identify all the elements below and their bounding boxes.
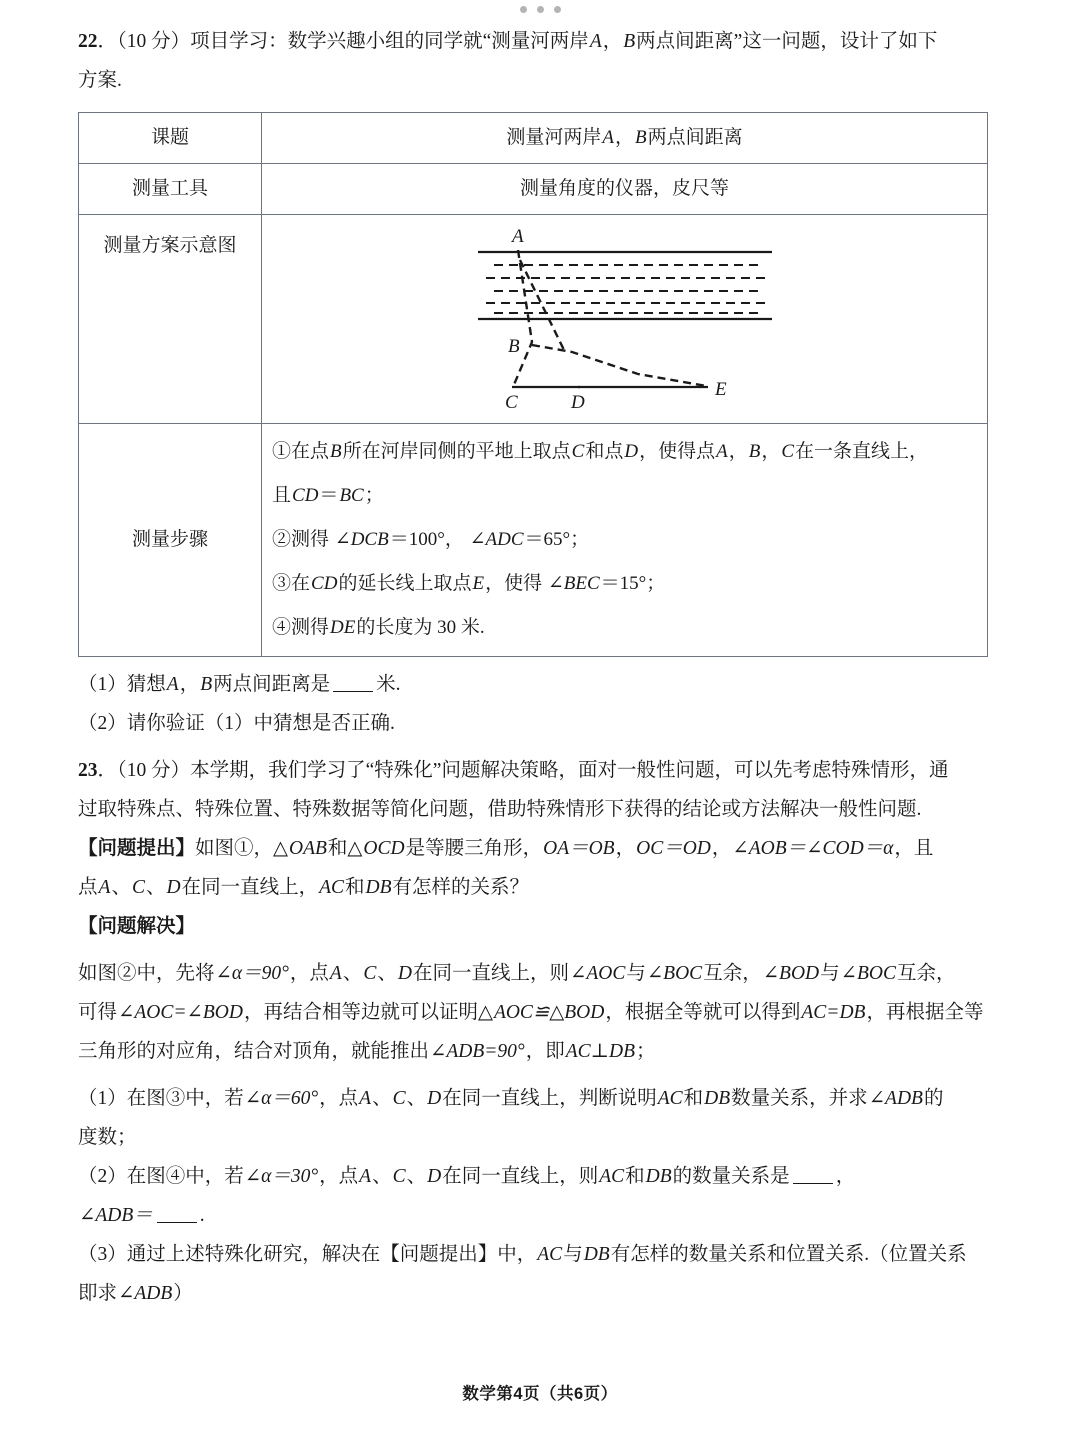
label-E: E	[714, 379, 727, 400]
q23-problem-statement	[78, 829, 998, 868]
body-text: 、	[342, 963, 363, 984]
tiwen-var-A: A	[98, 877, 111, 898]
body-text: 可得	[78, 1002, 118, 1023]
sub2-var-C: C	[392, 1166, 406, 1187]
step-var: B	[748, 441, 761, 462]
step-text: 在点	[291, 441, 330, 462]
tiwen-var-C: C	[131, 877, 145, 898]
sub1-var-B: B	[200, 674, 213, 695]
q23-body-line-1	[78, 954, 998, 993]
sub1-text-a: （1）猜想	[78, 674, 166, 695]
step-text: 测得	[291, 529, 330, 550]
q23-sub-3	[78, 1235, 998, 1274]
sub-text: 、	[406, 1166, 427, 1187]
row-label-topic: 课题	[79, 113, 262, 164]
q22-sub-1	[78, 665, 998, 704]
row-value-tools: 测量角度的仪器，皮尺等	[262, 164, 988, 215]
topic-comma: ，	[614, 127, 634, 148]
body-text: ，点	[289, 963, 329, 984]
body-angle-ADB-90: ∠ADB=90°	[430, 1041, 525, 1062]
river-diagram	[272, 224, 977, 414]
sub-text: 、	[406, 1088, 427, 1109]
step-var: CD	[292, 485, 319, 506]
dot-icon	[520, 6, 527, 13]
step-text: 和点	[585, 441, 624, 462]
body-text: 在同一直线上，则	[412, 963, 569, 984]
sub1-text-c: 米.	[376, 674, 401, 695]
step-var: E	[472, 573, 485, 594]
q23-solution-heading	[78, 907, 998, 946]
tiwen-text: 点	[78, 877, 98, 898]
sub2-angle-ADB: ∠ADB＝	[79, 1205, 153, 1226]
sub2-seg-DB: DB	[645, 1166, 672, 1187]
step-eq: ＝65°	[524, 529, 571, 550]
body-congruence: AOC≌△BOD	[493, 1002, 605, 1023]
body-text: ，即	[525, 1041, 565, 1062]
tiwen-text: 、	[111, 877, 131, 898]
row-value-steps	[262, 424, 988, 657]
sub-text: 即求	[78, 1283, 118, 1304]
sub-text: 和	[683, 1088, 704, 1109]
tiwen-text: ，且	[894, 838, 934, 859]
body-alpha-90: ∠α＝90°	[215, 963, 289, 984]
row-label-steps: 测量步骤	[79, 424, 262, 657]
step-eq: ＝	[319, 485, 339, 506]
tiwen-var-D: D	[166, 877, 181, 898]
step-angle: ∠BEC	[547, 573, 600, 594]
tiwen-text: 在同一直线上，	[181, 877, 319, 898]
problem-proposal-heading: 【问题提出】	[78, 838, 196, 859]
q23-sub-2-cont	[78, 1196, 998, 1235]
point-D-tick	[577, 386, 580, 389]
step-text: 测得	[291, 617, 330, 638]
topic-text-a: 测量河两岸	[506, 127, 602, 148]
sub-text: 与	[563, 1244, 583, 1265]
topic-var-A: A	[602, 127, 614, 148]
step-angle: ∠ADC	[469, 529, 524, 550]
step-eq: ＝15°	[600, 573, 647, 594]
body-text: 互余，	[896, 963, 956, 984]
step-var: BC	[339, 485, 364, 506]
sub-text: ，点	[319, 1088, 359, 1109]
topic-text-b: 两点间距离	[647, 127, 743, 148]
question-23-stem: 23．（10 分）本学期，我们学习了“特殊化”问题解决策略，面对一般性问题，可以先考虑特殊情形，通	[78, 760, 949, 781]
step-var: C	[781, 441, 795, 462]
step-text: 的长度为 30 米.	[356, 617, 485, 638]
sub-text: ，点	[319, 1166, 359, 1187]
q23-number: 23	[78, 760, 98, 781]
q22-sub-2: （2）请你验证（1）中猜想是否正确.	[78, 713, 395, 734]
body-angle-BOC-2: ∠BOC	[840, 963, 896, 984]
step-text: ；	[646, 573, 666, 594]
q23-body-line-3	[78, 1032, 998, 1071]
tiwen-text: 有怎样的关系？	[392, 877, 530, 898]
q23-problem-statement-line2	[78, 868, 998, 907]
label-C: C	[504, 392, 518, 413]
step-text: ，	[761, 441, 781, 462]
table-row	[79, 113, 988, 164]
sub1-text-b: 两点间距离是	[213, 674, 331, 695]
tiwen-text: ，	[615, 838, 636, 859]
body-text: ，再根据全等	[866, 1002, 984, 1023]
body-text: 与	[820, 963, 840, 984]
sub2-var-D: D	[427, 1166, 442, 1187]
sub1-angle-ADB: ∠ADB	[868, 1088, 923, 1109]
problem-solution-heading: 【问题解决】	[78, 916, 196, 937]
sub-text: （3）通过上述特殊化研究，解决在【问题提出】中，	[78, 1244, 537, 1265]
sub-text: （1）在图③中，若	[78, 1088, 244, 1109]
answer-blank[interactable]	[793, 1183, 833, 1184]
tiwen-seg-DB: DB	[365, 877, 392, 898]
step-var: B	[330, 441, 342, 462]
q23-sub-3-cont	[78, 1274, 998, 1313]
step-text: 所在河岸同侧的平地上取点	[342, 441, 571, 462]
step-1-cont	[272, 474, 977, 518]
step-2	[272, 518, 977, 562]
label-A: A	[511, 226, 524, 247]
step-text: 在	[291, 573, 311, 594]
row-label-tools: 测量工具	[79, 164, 262, 215]
step-var: DE	[330, 617, 356, 638]
sub-text: .	[199, 1205, 205, 1226]
question-22-stem: 22．（10 分）项目学习：数学兴趣小组的同学就“测量河两岸A，B两点间距离”这一问题，设计了如下	[78, 31, 938, 52]
tiwen-text: 如图①，△	[195, 838, 289, 859]
tiwen-eq-OAOB: OA＝OB	[543, 838, 615, 859]
sub-text: 在同一直线上，判断说明	[442, 1088, 657, 1109]
step-marker: ③	[272, 573, 292, 594]
q23-sub-2	[78, 1157, 998, 1196]
step-var: CD	[311, 573, 338, 594]
tiwen-text: 和△	[327, 838, 363, 859]
tiwen-seg-AC: AC	[319, 877, 345, 898]
body-text: ，再结合相等边就可以证明△	[243, 1002, 493, 1023]
step-text: ，使得点	[639, 441, 716, 462]
row-value-topic	[262, 113, 988, 164]
step-text: ，	[728, 441, 748, 462]
sub1-alpha-60: ∠α＝60°	[244, 1088, 319, 1109]
body-text: 与	[626, 963, 646, 984]
q22-text-a: 项目学习：数学兴趣小组的同学就“测量河两岸	[190, 31, 589, 52]
q22-stem-line2: 方案.	[78, 70, 122, 91]
body-text: 互余，	[703, 963, 762, 984]
step-1	[272, 430, 977, 474]
tiwen-text: 和	[345, 877, 365, 898]
q23-intro-1: 本学期，我们学习了“特殊化”问题解决策略，面对一般性问题，可以先考虑特殊情形，通	[190, 760, 949, 781]
sub-text: 在同一直线上，则	[442, 1166, 599, 1187]
sub3-seg-AC: AC	[537, 1244, 563, 1265]
body-angle-AOC: ∠AOC	[569, 963, 626, 984]
body-ac-db: AC=DB	[801, 1002, 866, 1023]
step-var: D	[624, 441, 639, 462]
step-marker: ①	[272, 441, 292, 462]
label-D: D	[570, 392, 585, 413]
label-B: B	[507, 336, 520, 357]
tiwen-text: 、	[145, 877, 166, 898]
row-value-diagram	[262, 215, 988, 424]
body-angle-BOD: ∠BOD	[762, 963, 820, 984]
step-text: 的延长线上取点	[338, 573, 472, 594]
document-page	[78, 22, 998, 1313]
q23-sub-1-cont: 度数；	[78, 1127, 137, 1148]
sub2-seg-AC: AC	[599, 1166, 625, 1187]
body-perpendicular: AC⊥DB	[565, 1041, 635, 1062]
tiwen-tri-OAB: OAB	[289, 838, 327, 859]
sub-text: 和	[625, 1166, 645, 1187]
tiwen-text: 是等腰三角形，	[405, 838, 543, 859]
table-row	[79, 164, 988, 215]
step-text: 且	[272, 485, 292, 506]
body-text: 、	[377, 963, 397, 984]
sub-text: 数量关系，并求	[731, 1088, 868, 1109]
scheme-table	[78, 112, 988, 657]
body-text: ；	[635, 1041, 656, 1062]
step-text: ，使得	[485, 573, 543, 594]
step-4	[272, 606, 977, 650]
step-3	[272, 562, 977, 606]
step-angle: ∠DCB	[334, 529, 389, 550]
segment-BE	[532, 345, 706, 386]
sub2-var-A: A	[359, 1166, 372, 1187]
step-marker: ④	[272, 617, 292, 638]
page-footer: 数学第4页（共6页）	[462, 1385, 618, 1403]
sub-text: ）	[173, 1283, 193, 1304]
sub1-var-A: A	[166, 674, 179, 695]
sub-text: 、	[372, 1166, 392, 1187]
q22-points: （10 分）	[117, 31, 191, 52]
step-eq: ＝100°	[389, 529, 445, 550]
top-dots-indicator	[0, 6, 1080, 13]
table-row	[79, 424, 988, 657]
tiwen-eq-OCOD: OC＝OD	[636, 838, 711, 859]
sub3-seg-DB: DB	[583, 1244, 610, 1265]
sub-text: ，	[835, 1166, 856, 1187]
row-label-diagram: 测量方案示意图	[79, 215, 262, 424]
topic-var-B: B	[635, 127, 647, 148]
q22-var-B: B	[623, 31, 636, 52]
sub-text: （2）在图④中，若	[78, 1166, 244, 1187]
dot-icon	[554, 6, 561, 13]
q22-comma: ，	[602, 31, 623, 52]
q22-var-A: A	[589, 31, 602, 52]
step-text: ，	[444, 529, 464, 550]
step-marker: ②	[272, 529, 292, 550]
step-text: 在一条直线上，	[795, 441, 929, 462]
body-angle-BOC: ∠BOC	[646, 963, 703, 984]
q23-body-line-2	[78, 993, 998, 1032]
sub1-var-D: D	[427, 1088, 442, 1109]
q22-text-b: 两点间距离”这一问题，设计了如下	[636, 31, 938, 52]
dot-icon	[537, 6, 544, 13]
step-text: ；	[364, 485, 384, 506]
sub-text: 、	[372, 1088, 392, 1109]
q23-sub-1	[78, 1079, 998, 1118]
body-var-A: A	[329, 963, 342, 984]
tiwen-angles: ∠AOB＝∠COD＝α	[732, 838, 894, 859]
q23-intro-2: 过取特殊点、特殊位置、特殊数据等简化问题，借助特殊情形下获得的结论或方法解决一般性问题.	[78, 799, 922, 820]
step-text: ；	[570, 529, 590, 550]
sub1-comma: ，	[179, 674, 200, 695]
table-row	[79, 215, 988, 424]
q23-points: （10 分）	[117, 760, 191, 781]
sub-text: 的数量关系是	[672, 1166, 790, 1187]
body-var-D: D	[397, 963, 412, 984]
step-var: C	[571, 441, 585, 462]
sub1-seg-DB: DB	[704, 1088, 731, 1109]
tiwen-tri-OCD: OCD	[363, 838, 405, 859]
sub-text: 有怎样的数量关系和位置关系.（位置关系	[610, 1244, 967, 1265]
step-var: A	[716, 441, 728, 462]
body-text: ，根据全等就可以得到	[605, 1002, 801, 1023]
tiwen-text: ，	[711, 838, 732, 859]
body-angle-equality: ∠AOC=∠BOD	[118, 1002, 243, 1023]
body-var-C: C	[363, 963, 377, 984]
sub1-seg-AC: AC	[657, 1088, 683, 1109]
sub1-var-C: C	[392, 1088, 406, 1109]
body-text: 如图②中，先将	[78, 963, 215, 984]
sub3-angle-ADB: ∠ADB	[118, 1283, 173, 1304]
q22-number: 22	[78, 31, 98, 52]
body-text: 三角形的对应角，结合对顶角，就能推出	[78, 1041, 430, 1062]
answer-blank[interactable]	[333, 691, 373, 692]
sub2-alpha-30: ∠α＝30°	[244, 1166, 319, 1187]
sub1-var-A: A	[359, 1088, 372, 1109]
answer-blank[interactable]	[157, 1222, 197, 1223]
river-measurement-figure	[460, 224, 790, 414]
sub-text: 的	[923, 1088, 944, 1109]
